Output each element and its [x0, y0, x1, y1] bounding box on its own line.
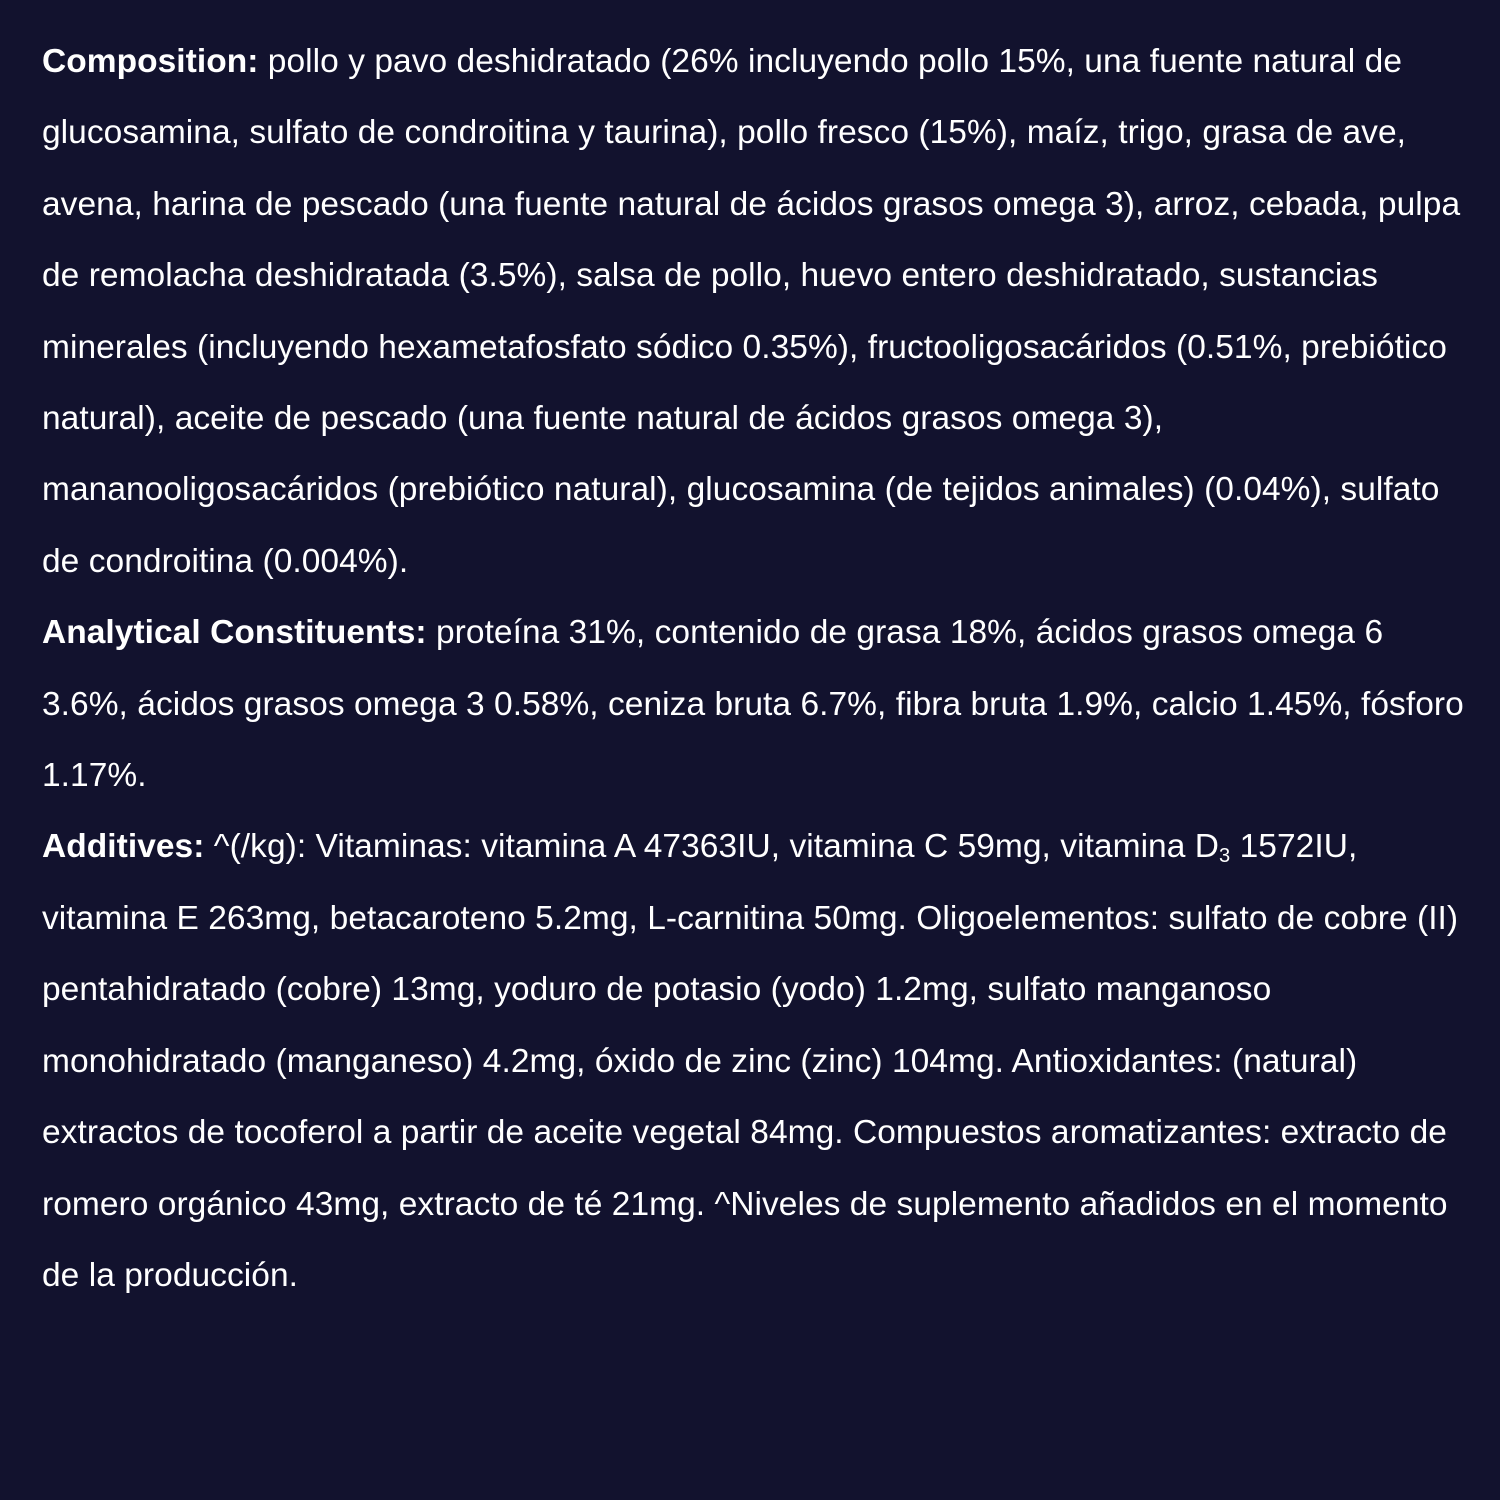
analytical-constituents-text: proteína 31%, contenido de grasa 18%, ácidos grasos omega 6 3.6%, ácidos grasos omega 3 0.58%, ceniza bruta 6.7%, fibra bruta 1.9%, calcio 1.45%, fósforo 1.17%. [42, 614, 1464, 795]
additives-text-part-2: 1572IU, vitamina E 263mg, betacaroteno 5.2mg, L-carnitina 50mg. Oligoelementos: sulfato de cobre (II) pentahidratado (cobre) 13mg, yoduro de potasio (yodo) 1.2mg, sulfato manganoso monohidratado (manganeso) 4.2mg, óxido de zinc (zinc) 104mg. Antioxidantes: (natural) extractos de tocoferol a partir de aceite vegetal 84mg. Compuestos aromatizantes: extracto de romero orgánico 43mg, extracto de té 21mg. ^Niveles de suplemento añadidos en el momento de la producción. [42, 828, 1459, 1294]
additives-text-part-1: ^(/kg): Vitaminas: vitamina A 47363IU, vitamina C 59mg, vitamina D [204, 828, 1220, 866]
composition-label: Composition: [42, 43, 259, 80]
composition-text: pollo y pavo deshidratado (26% incluyendo pollo 15%, una fuente natural de glucosamina, sulfato de condroitina y taurina), pollo fresco (15%), maíz, trigo, grasa de ave, avena, harina de pescado (una fuente natural de ácidos grasos omega 3), arroz, cebada, pulpa de remolacha deshidratada (3.5%), salsa de pollo, huevo entero deshidratado, sustancias minerales (incluyendo hexametafosfato sódico 0.35%), fructooligosacáridos (0.51%, prebiótico natural), aceite de pescado (una fuente natural de ácidos grasos omega 3), mananooligosacáridos (prebiótico natural), glucosamina (de tejidos animales) (0.04%), sulfato de condroitina (0.004%). [42, 43, 1461, 580]
additives-section [42, 811, 1470, 1311]
vitamin-d-subscript: 3 [1219, 845, 1231, 868]
analytical-constituents-label: Analytical Constituents: [42, 614, 427, 652]
composition-section [42, 26, 1470, 597]
analytical-constituents-section [42, 597, 1470, 811]
additives-label: Additives: [42, 828, 205, 866]
